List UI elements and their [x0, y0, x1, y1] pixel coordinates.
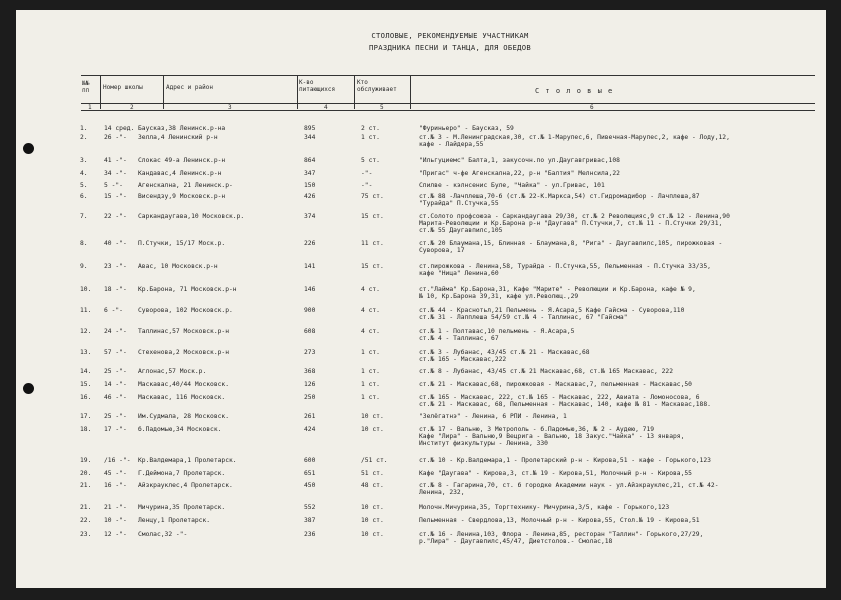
- served-by: 11 ст.: [361, 240, 384, 247]
- canteen-list: [419, 531, 703, 545]
- served-by: 1 ст.: [361, 381, 380, 388]
- canteen-line: ст.№ 165 - Маскавас, 222, ст.№ 165 - Маскавас, 222, Авиата - Ломоносова, 6: [419, 394, 700, 401]
- canteen-line: ст.№ 165 - Маскавас,222: [419, 356, 507, 364]
- pupil-count: 552: [304, 504, 316, 511]
- canteen-line: ст.№ 31 - Лапплеша 54/59 ст.№ 4 - Таллинас, 67 "Гайсма": [419, 314, 628, 322]
- pupil-count: 347: [304, 170, 316, 177]
- row-number: 6.: [80, 193, 88, 200]
- pupil-count: 864: [304, 157, 316, 164]
- canteen-line: ст.№ 10 - Кр.Валдемара,1 - Пролетарский р-н - Кирова,51 - кафе - Горького,123: [419, 457, 711, 464]
- canteen-list: [419, 426, 684, 448]
- pupil-count: 344: [304, 134, 316, 141]
- canteen-line: Кафе "Лира" - Вальню,9 Вецрига - Вальню, 18 Закус."Чайка" - 13 января,: [419, 433, 685, 441]
- column-number: 5: [380, 104, 384, 111]
- header-no: №№ пп: [82, 80, 90, 94]
- row-number: 7.: [80, 213, 88, 220]
- pupil-count: 273: [304, 349, 316, 356]
- canteen-list: [419, 457, 711, 464]
- address-district: Мичурина,35 Пролетарск.: [138, 504, 226, 511]
- canteen-list: [419, 193, 700, 207]
- canteen-line: № 10, Кр.Барона 39,31, кафе ул.Революц.,29: [419, 293, 579, 301]
- school-number: 25 -"-: [104, 413, 127, 420]
- canteen-line: Марита-Революции и Кр.Барона р-н "Даугава" П.Стучки,7, ст.№ 11 - П.Стучки 29/31,: [419, 220, 723, 228]
- served-by: 51 ст.: [361, 470, 384, 477]
- row-number: 21.: [80, 504, 92, 511]
- canteen-list: [419, 413, 567, 420]
- canteen-list: [419, 470, 692, 477]
- canteen-list: [419, 368, 673, 375]
- school-number: 23 -"-: [104, 263, 127, 270]
- served-by: 2 ст.: [361, 125, 380, 132]
- served-by: -"-: [361, 170, 373, 177]
- canteen-line: Молочн.Мичурина,35, Торгтехнику- Мичурина,3/5, кафе - Горького,123: [419, 504, 670, 511]
- school-number: 17 -"-: [104, 426, 127, 433]
- column-number: 4: [324, 104, 328, 111]
- pupil-count: 261: [304, 413, 316, 420]
- served-by: 15 ст.: [361, 213, 384, 220]
- canteen-line: "Пригас" ч-фе Агенскална,22, р-н "Балтия" Мелнсила,22: [419, 170, 620, 177]
- canteen-list: [419, 504, 669, 511]
- row-number: 4.: [80, 170, 88, 177]
- pupil-count: 368: [304, 368, 316, 375]
- pupil-count: 374: [304, 213, 316, 220]
- canteen-line: ст.№ 1 - Полтавас,10 пельмень - Я.Асара,5: [419, 328, 575, 335]
- canteen-line: Институт физкультуры - Ленина, 330: [419, 440, 548, 448]
- canteen-line: ст.№ 3 - М.Ленинградская,30, ст.№ 1-Марупес,6, Пивечная-Марупес,2, кафе - Лоду,12,: [419, 134, 730, 141]
- header-school: Номер школы: [103, 84, 143, 91]
- row-number: 11.: [80, 307, 92, 314]
- column-divider: [163, 75, 164, 109]
- canteen-line: ст.№ 21 - Маскавас, 68, Пельменная - Маскавас, 140, кафе № 81 - Маскавас,188.: [419, 401, 711, 409]
- column-divider: [297, 75, 298, 109]
- canteen-list: [419, 182, 605, 189]
- school-number: 6 -"-: [104, 307, 123, 314]
- address-district: Стехенова,2 Московск.р-н: [138, 349, 229, 356]
- address-district: Суворова, 102 Московск.р.: [138, 307, 233, 314]
- school-number: 14 -"-: [104, 381, 127, 388]
- header-rule: [81, 103, 815, 104]
- canteen-line: Кафе "Даугава" - Кирова,3, ст.№ 19 - Кирова,51, Молочный р-н - Кирова,55: [419, 470, 692, 477]
- address-district: Ленцу,1 Пролетарск.: [138, 517, 211, 524]
- canteen-line: Спилве - кэлнсенис Буле, "Чайка" - ул.Гривас, 101: [419, 182, 605, 189]
- address-district: Маскавас,40/44 Московск.: [138, 381, 229, 388]
- served-by: 1 ст.: [361, 368, 380, 375]
- canteen-line: ст.№ 8 - Лубанас, 43/45 ст.№ 21 Маскавас,68, ст.№ 165 Маскавас, 222: [419, 368, 674, 375]
- canteen-line: ст.Солото профсоюза - Саркандаугава 29/30, ст.№ 2 Революцияс,9 ст.№ 12 - Ленина,90: [419, 213, 730, 220]
- canteen-list: [419, 157, 620, 164]
- served-by: 10 ст.: [361, 413, 384, 420]
- school-number: 34 -"-: [104, 170, 127, 177]
- pupil-count: 600: [304, 457, 316, 464]
- header-address: Адрес и район: [166, 84, 213, 91]
- served-by: 75 ст.: [361, 193, 384, 200]
- row-number: 14.: [80, 368, 92, 375]
- pupil-count: 424: [304, 426, 316, 433]
- pupil-count: 250: [304, 394, 316, 401]
- canteen-list: [419, 286, 696, 300]
- canteen-line: ст.№ 8 - Гагарина,70, ст. б городке Академии наук - ул.Айзкрауклес,21, ст.№ 42-: [419, 482, 719, 489]
- canteen-list: [419, 134, 730, 148]
- address-district: Слокас 49-а Ленинск.р-н: [138, 157, 226, 164]
- school-number: 57 -"-: [104, 349, 127, 356]
- school-number: 12 -"-: [104, 531, 127, 538]
- document-title: [330, 30, 570, 54]
- served-by: /51 ст.: [361, 457, 388, 464]
- served-by: 1 ст.: [361, 349, 380, 356]
- school-number: 40 -"-: [104, 240, 127, 247]
- served-by: 48 ст.: [361, 482, 384, 489]
- canteen-line: ст."Лайма" Кр.Барона,31, Кафе "Марите" - Революции и Кр.Барона, кафе № 9,: [419, 286, 696, 293]
- pupil-count: 236: [304, 531, 316, 538]
- canteen-line: ст.№ 88 -Лачплеша,70-б (ст.№ 22-К.Маркса,54) ст.Гидромадибор - Лачплеша,87: [419, 193, 700, 200]
- row-number: 20.: [80, 470, 92, 477]
- row-number: 8.: [80, 240, 88, 247]
- canteen-list: [419, 240, 722, 254]
- school-number: 45 -"-: [104, 470, 127, 477]
- canteen-list: [419, 213, 730, 235]
- row-number: 1.: [80, 125, 88, 132]
- row-number: 2.: [80, 134, 88, 141]
- served-by: 1 ст.: [361, 394, 380, 401]
- address-district: Аглонас,57 Моск.р.: [138, 368, 207, 375]
- row-number: 16.: [80, 394, 92, 401]
- column-number: 3: [228, 104, 232, 111]
- address-district: Маскавас, 116 Московск.: [138, 394, 226, 401]
- row-number: 12.: [80, 328, 92, 335]
- canteen-line: "Фуриньеро" - Баусказ, 59: [419, 125, 514, 132]
- school-number: 25 -"-: [104, 368, 127, 375]
- school-number: 26 -"-: [104, 134, 127, 141]
- canteen-list: [419, 381, 692, 388]
- address-district: Кр.Барона, 71 Московск.р-н: [138, 286, 237, 293]
- header-canteens: С т о л о в ы е: [535, 87, 614, 95]
- canteen-line: Суворова, 17: [419, 247, 465, 255]
- canteen-list: [419, 394, 711, 408]
- served-by: 4 ст.: [361, 286, 380, 293]
- row-number: 17.: [80, 413, 92, 420]
- served-by: 10 ст.: [361, 517, 384, 524]
- canteen-line: р."Лира" - Даугавпилс,45/47, Диетстолов.- Смолас,18: [419, 538, 613, 546]
- school-number: 21 -"-: [104, 504, 127, 511]
- served-by: 10 ст.: [361, 426, 384, 433]
- canteen-line: ст.№ 21 - Маскавас,68, пирожковая - Маскавас,7, пельменная - Маскавас,50: [419, 381, 692, 388]
- canteen-line: Пельменная - Свердлова,13, Молочный р-н - Кирова,55, Стол.№ 19 - Кирова,51: [419, 517, 700, 524]
- pupil-count: 426: [304, 193, 316, 200]
- canteen-list: [419, 125, 514, 132]
- address-district: Саркандаугава,10 Московск.р.: [138, 213, 245, 220]
- pupil-count: 450: [304, 482, 316, 489]
- pupil-count: 150: [304, 182, 316, 189]
- canteen-line: ст.№ 3 - Лубанас, 43/45 ст.№ 21 - Маскавас,68: [419, 349, 590, 356]
- row-number: 13.: [80, 349, 92, 356]
- canteen-line: кафе "Ница" Ленина,60: [419, 270, 499, 278]
- pupil-count: 895: [304, 125, 316, 132]
- punch-hole: [23, 383, 34, 394]
- address-district: Кандавас,4 Ленинск.р-н: [138, 170, 222, 177]
- school-number: 16 -"-: [104, 482, 127, 489]
- canteen-line: ст.№ 55 Даугавпилс,105: [419, 227, 503, 235]
- school-number: 22 -"-: [104, 213, 127, 220]
- served-by: 10 ст.: [361, 531, 384, 538]
- school-number: 5 -"-: [104, 182, 123, 189]
- title-line-2: ПРАЗДНИКА ПЕСНИ И ТАНЦА, ДЛЯ ОБЕДОВ: [369, 43, 531, 52]
- served-by: 15 ст.: [361, 263, 384, 270]
- row-number: 21.: [80, 482, 92, 489]
- address-district: Авас, 10 Московск.р-н: [138, 263, 218, 270]
- address-district: Айзкрауклес,4 Пролетарск.: [138, 482, 233, 489]
- served-by: 1 ст.: [361, 134, 380, 141]
- pupil-count: 387: [304, 517, 316, 524]
- pupil-count: 126: [304, 381, 316, 388]
- school-number: 24 -"-: [104, 328, 127, 335]
- school-number: /16 -"-: [104, 457, 131, 464]
- canteen-list: [419, 328, 574, 342]
- served-by: 5 ст.: [361, 157, 380, 164]
- canteen-line: "Турайда" П.Стучка,55: [419, 200, 499, 208]
- address-district: Смолас,32 -"-: [138, 531, 188, 538]
- canteen-line: кафе - Лайдера,55: [419, 141, 484, 149]
- canteen-line: Ленина, 232,: [419, 489, 465, 497]
- row-number: 3.: [80, 157, 88, 164]
- school-number: 18 -"-: [104, 286, 127, 293]
- served-by: 4 ст.: [361, 328, 380, 335]
- canteen-line: ст.№ 44 - Краснотьл,21 Пельмень - Я.Асара,5 Кафе Гайсма - Суворова,110: [419, 307, 685, 314]
- pupil-count: 608: [304, 328, 316, 335]
- canteen-list: [419, 263, 711, 277]
- column-divider: [100, 75, 101, 109]
- canteen-list: [419, 517, 700, 524]
- canteen-list: [419, 307, 684, 321]
- canteen-line: ст.пирожкова - Ленина,58, Турайда - П.Стучка,55, Пельменная - П.Стучка 33/35,: [419, 263, 711, 270]
- served-by: 4 ст.: [361, 307, 380, 314]
- school-number: 41 -"-: [104, 157, 127, 164]
- address-district: Зелла,4 Ленинский р-н: [138, 134, 218, 141]
- canteen-line: ст.№ 16 - Ленина,103, Флора - Ленина,85, ресторан "Таллин"- Горького,27/29,: [419, 531, 704, 538]
- row-number: 19.: [80, 457, 92, 464]
- pupil-count: 651: [304, 470, 316, 477]
- column-number: 2: [130, 104, 134, 111]
- column-divider: [354, 75, 355, 109]
- canteen-line: ст.№ 17 - Вальню, 3 Метрополь - б.Падомью,36, № 2 - Аудею, 719: [419, 426, 655, 433]
- pupil-count: 141: [304, 263, 316, 270]
- pupil-count: 900: [304, 307, 316, 314]
- canteen-line: "Ильгуциемс" Балта,1, закусочн.по ул.Даугавгривас,108: [419, 157, 620, 164]
- punch-hole: [23, 143, 34, 154]
- address-district: Г.Деймона,7 Пролетарск.: [138, 470, 226, 477]
- column-number: 1: [88, 104, 92, 111]
- column-number-rule: [81, 110, 815, 111]
- header-pupils: К-во питающихся: [299, 79, 336, 93]
- row-number: 18.: [80, 426, 92, 433]
- address-district: Агенскална, 21 Ленинск.р-: [138, 182, 233, 189]
- canteen-list: [419, 349, 590, 363]
- column-divider: [410, 75, 411, 109]
- address-district: б.Падомью,34 Московск.: [138, 426, 222, 433]
- pupil-count: 226: [304, 240, 316, 247]
- canteen-list: [419, 482, 719, 496]
- column-number: 6: [590, 104, 594, 111]
- pupil-count: 146: [304, 286, 316, 293]
- canteen-list: [419, 170, 620, 177]
- title-line-1: СТОЛОВЫЕ, РЕКОМЕНДУЕМЫЕ УЧАСТНИКАМ: [371, 31, 529, 40]
- school-number: 10 -"-: [104, 517, 127, 524]
- canteen-line: "Зелёгатнэ" - Ленина, 6 РПИ - Ленина, 1: [419, 413, 567, 420]
- school-number: 46 -"-: [104, 394, 127, 401]
- address-district: Таллинас,57 Московск.р-н: [138, 328, 229, 335]
- canteen-line: ст.№ 20 Блаумана,15, Блинная - Блаумана,8, "Рига" - Даугавпилс,105, пирожковая -: [419, 240, 723, 247]
- row-number: 10.: [80, 286, 92, 293]
- school-number: 14 сред.: [104, 125, 135, 132]
- row-number: 22.: [80, 517, 92, 524]
- address-district: Висендзу,9 Московск.р-н: [138, 193, 226, 200]
- school-number: 15 -"-: [104, 193, 127, 200]
- address-district: П.Стучки, 15/17 Моск.р.: [138, 240, 226, 247]
- address-district: Им.Судмала, 28 Московск.: [138, 413, 229, 420]
- served-by: -"-: [361, 182, 373, 189]
- row-number: 5.: [80, 182, 88, 189]
- canteen-line: ст.№ 4 - Таллинас, 67: [419, 335, 499, 343]
- address-district: Баусказ,38 Ленинск.р-на: [138, 125, 226, 132]
- table-top-rule: [81, 75, 815, 76]
- served-by: 10 ст.: [361, 504, 384, 511]
- address-district: Кр.Валдемара,1 Пролетарск.: [138, 457, 237, 464]
- header-served: Кто обслуживает: [357, 79, 397, 93]
- row-number: 15.: [80, 381, 92, 388]
- row-number: 9.: [80, 263, 88, 270]
- row-number: 23.: [80, 531, 92, 538]
